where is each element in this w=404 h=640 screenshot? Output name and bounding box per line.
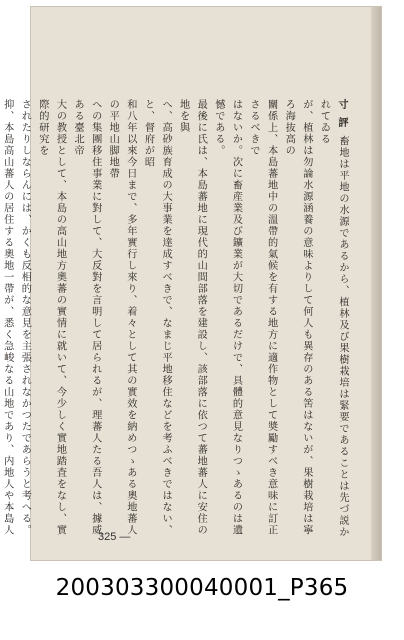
page-number: 325 — [98, 531, 131, 543]
text-column: 和八年以來今日まで、多年實行し來り、着々として其の實效を納めつゝある奧地蕃人の平地山脚地帶 [107, 99, 136, 536]
text-column: されたりしならんには、かくも反相的な意見を主張されなかつたであらうと考へる。 [19, 99, 31, 536]
text-column: はないか。次に畜産業及び鑛業が大切であるだけで、具體的意見なりつゝあるのは遺憾である。 [212, 99, 242, 536]
text-column: 最後に氏は、本島蕃地に現代的山間部落を建設し、該部落に依つて蕃地蕃人に安住の地を與 [177, 99, 207, 536]
book-page [1, 6, 382, 561]
vertical-body-text [1, 99, 351, 539]
text-column: 抑、本島高山蕃人の居住する奧地一帶が、悉く急峻なる山地であり、内地人や本島人 [1, 99, 13, 536]
text-column [315, 99, 351, 539]
text-column: への集團移住事業に對して、大反對を言明して居られるが、理蕃人たる吾人は、據威ある臺北帝 [72, 99, 101, 536]
text-column: が、植林は勿論水源涵養の意味よりして何人も異存のある筈はないが、果樹栽培は寧ろ海抜高の [283, 99, 312, 536]
archive-id-caption: 200303300040001_P365 [55, 575, 349, 601]
section-heading: 寸評 [336, 99, 348, 136]
text-column: 關係上、本島蕃地中の溫帶的氣候を有する地方に適作物として奬勵すべき意味に訂正さるべきで [248, 99, 277, 536]
page-edge-shadow [371, 7, 381, 560]
text-column: 大の教授として、本島の高山地方奧蕃の實情に就いて、今少しく實地踏査をなし、實際的研究を [36, 99, 66, 536]
text-column: へ、高砂族育成の大事業を達成すべきで、なまじ平地移住などを考ふべきではない、と、督府が昭 [142, 99, 172, 536]
text-column-body: 畜地は平地の水源であるから、植林及び果樹栽培は緊要であることは先づ説かれてゐる [318, 99, 348, 538]
